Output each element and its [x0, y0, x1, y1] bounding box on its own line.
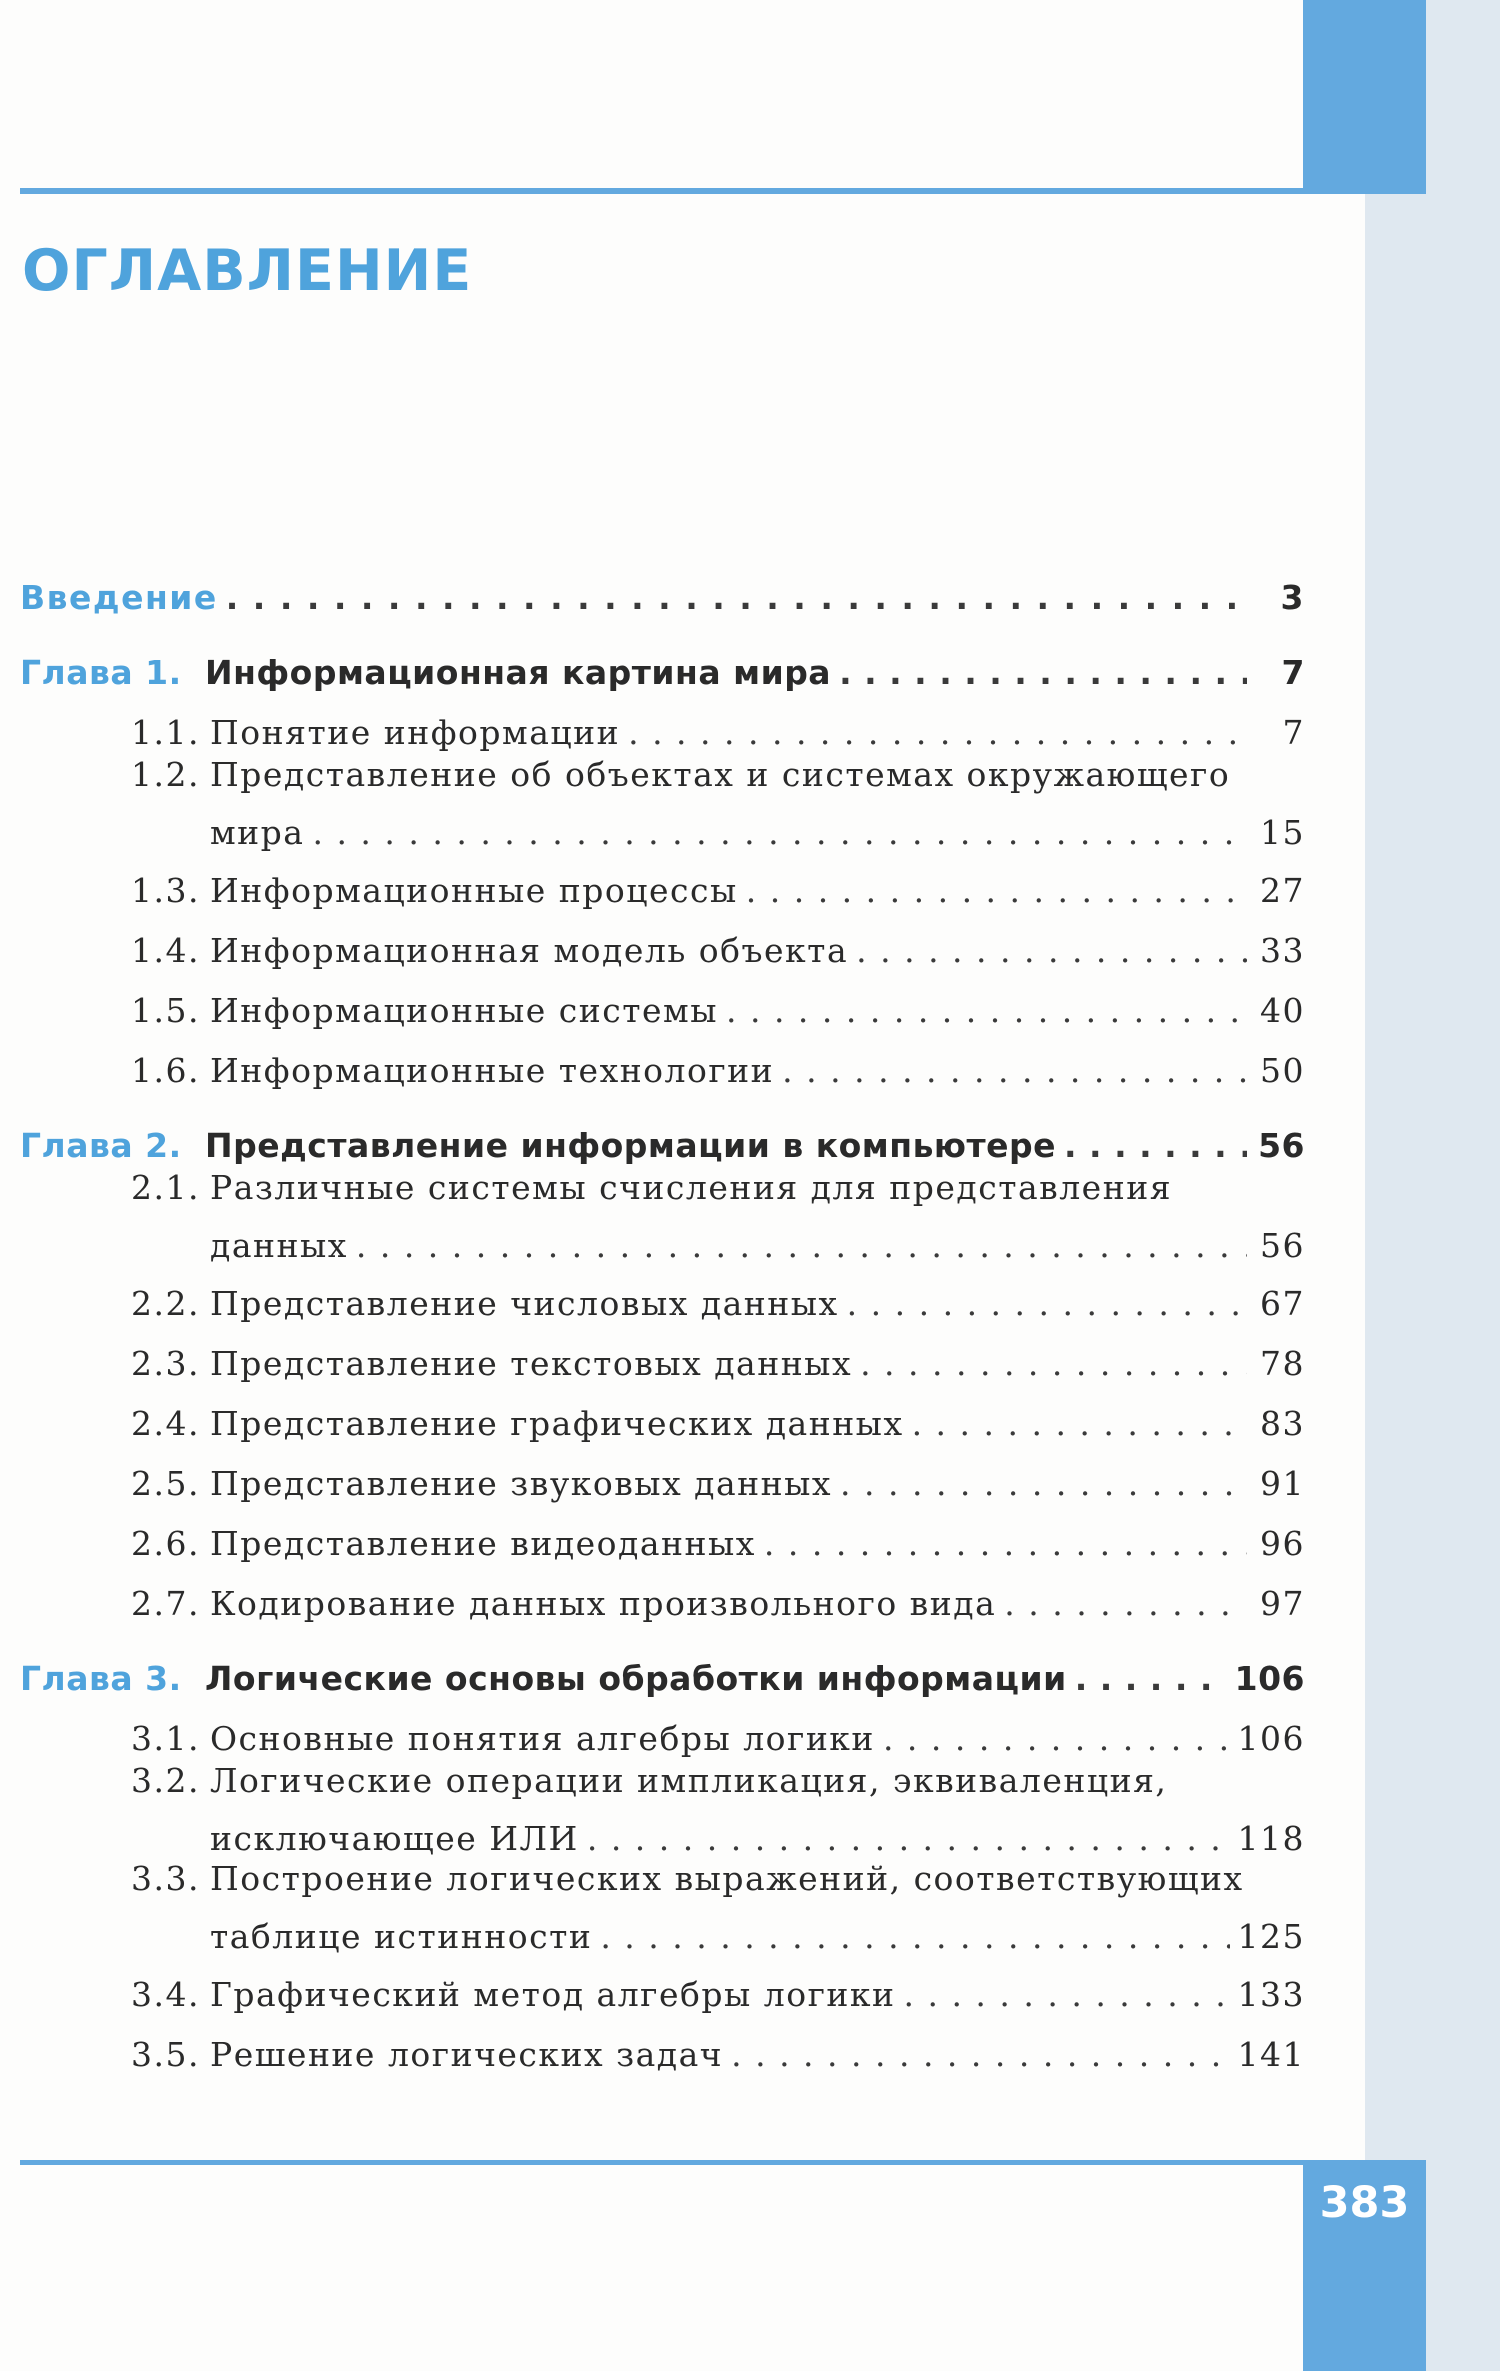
page-edge-strip	[1365, 0, 1500, 2371]
leader-dots	[628, 713, 1247, 753]
leader-dots	[782, 1051, 1247, 1091]
section-number: 1.4.	[131, 931, 200, 970]
leader-dots	[731, 2035, 1229, 2075]
section-title: исключающее ИЛИ	[210, 1819, 579, 1858]
toc-section-2-4[interactable]	[20, 1386, 1305, 1446]
top-rule	[20, 188, 1305, 194]
section-page: 133	[1237, 1975, 1305, 2014]
section-title: Решение логических задач	[210, 2035, 724, 2074]
section-number: 2.3.	[131, 1344, 200, 1383]
section-number: 2.7.	[131, 1584, 200, 1623]
toc-section-1-2[interactable]	[20, 755, 1305, 853]
leader-dots	[764, 1524, 1247, 1564]
toc-section-2-3[interactable]	[20, 1326, 1305, 1386]
leader-dots	[726, 991, 1247, 1031]
section-title: данных	[210, 1226, 348, 1265]
section-page: 67	[1260, 1284, 1305, 1323]
toc-chapter-1[interactable]	[20, 635, 1305, 695]
leader-dots	[1064, 1126, 1247, 1166]
section-title-line1: Представление об объектах и системах окружающего	[210, 755, 1231, 794]
section-page: 15	[1260, 813, 1305, 852]
section-number: 3.1.	[131, 1719, 200, 1758]
toc-section-2-6[interactable]	[20, 1506, 1305, 1566]
chapter-label: Глава 1.	[20, 653, 182, 692]
page-number: 383	[1319, 2178, 1410, 2228]
section-title: Представление видеоданных	[210, 1524, 756, 1563]
section-title-line1: Построение логических выражений, соответствующих	[210, 1859, 1244, 1898]
page-title: ОГЛАВЛЕНИЕ	[22, 238, 473, 304]
bottom-rule	[20, 2160, 1305, 2165]
chapter-label: Глава 3.	[20, 1659, 182, 1698]
section-page: 27	[1260, 871, 1305, 910]
chapter-title: Представление информации в компьютере	[205, 1126, 1057, 1165]
leader-dots	[903, 1975, 1229, 2015]
leader-dots	[356, 1226, 1247, 1266]
section-number: 2.5.	[131, 1464, 200, 1503]
section-page: 118	[1237, 1819, 1305, 1858]
chapter-label: Глава 2.	[20, 1126, 182, 1165]
section-number: 2.4.	[131, 1404, 200, 1443]
section-title-line1: Логические операции импликация, эквиваленция,	[210, 1761, 1168, 1800]
section-number: 1.6.	[131, 1051, 200, 1090]
section-title: Представление звуковых данных	[210, 1464, 833, 1503]
section-page: 91	[1260, 1464, 1305, 1503]
toc-chapter-2[interactable]	[20, 1108, 1305, 1168]
section-page: 33	[1260, 931, 1305, 970]
leader-dots	[840, 1464, 1247, 1504]
chapter-title: Логические основы обработки информации	[205, 1659, 1067, 1698]
toc-section-1-6[interactable]	[20, 1033, 1305, 1093]
leader-dots	[587, 1819, 1230, 1859]
leader-dots	[312, 813, 1247, 853]
leader-dots	[883, 1719, 1230, 1759]
section-title: Информационные процессы	[210, 871, 738, 910]
section-title: мира	[210, 813, 305, 852]
leader-dots	[226, 578, 1247, 618]
top-color-tab	[1303, 0, 1426, 194]
leader-dots	[856, 931, 1247, 971]
toc-chapter-3[interactable]	[20, 1641, 1305, 1701]
leader-dots	[1075, 1659, 1227, 1699]
section-title: Кодирование данных произвольного вида	[210, 1584, 997, 1623]
section-page: 40	[1260, 991, 1305, 1030]
leader-dots	[1004, 1584, 1247, 1624]
section-number: 1.2.	[131, 755, 200, 794]
leader-dots	[847, 1284, 1247, 1324]
toc-section-3-3[interactable]	[20, 1859, 1305, 1957]
section-title: Представление графических данных	[210, 1404, 904, 1443]
section-page: 106	[1237, 1719, 1305, 1758]
section-page: 78	[1260, 1344, 1305, 1383]
section-title: Графический метод алгебры логики	[210, 1975, 896, 2014]
section-number: 2.6.	[131, 1524, 200, 1563]
section-title: Информационные системы	[210, 991, 718, 1030]
leader-dots	[839, 653, 1247, 693]
section-page: 50	[1260, 1051, 1305, 1090]
section-number: 1.5.	[131, 991, 200, 1030]
section-number: 1.3.	[131, 871, 200, 910]
section-page: 141	[1237, 2035, 1305, 2074]
section-title: Информационная модель объекта	[210, 931, 849, 970]
chapter-page: 106	[1234, 1659, 1305, 1698]
section-number: 3.2.	[131, 1761, 200, 1800]
toc-section-2-2[interactable]	[20, 1266, 1305, 1326]
section-title: Понятие информации	[210, 713, 621, 752]
section-number: 3.5.	[131, 2035, 200, 2074]
section-page: 97	[1260, 1584, 1305, 1623]
section-title: Представление числовых данных	[210, 1284, 839, 1323]
section-title-line1: Различные системы счисления для представления	[210, 1168, 1173, 1207]
toc-section-3-5[interactable]	[20, 2017, 1305, 2077]
section-number: 2.1.	[131, 1168, 200, 1207]
chapter-page: 56	[1258, 1126, 1305, 1165]
toc-entry-intro[interactable]	[20, 560, 1305, 620]
leader-dots	[746, 871, 1247, 911]
section-number: 3.3.	[131, 1859, 200, 1898]
table-of-contents	[20, 560, 1305, 2077]
leader-dots	[912, 1404, 1247, 1444]
leader-dots	[600, 1917, 1229, 1957]
section-number: 1.1.	[131, 713, 200, 752]
toc-section-3-2[interactable]	[20, 1761, 1305, 1859]
leader-dots	[860, 1344, 1247, 1384]
intro-page: 3	[1280, 578, 1305, 617]
toc-section-3-1[interactable]	[20, 1701, 1305, 1761]
section-page: 7	[1282, 713, 1305, 752]
toc-section-2-1[interactable]	[20, 1168, 1305, 1266]
toc-section-3-4[interactable]	[20, 1957, 1305, 2017]
chapter-title: Информационная картина мира	[205, 653, 832, 692]
section-title: Основные понятия алгебры логики	[210, 1719, 875, 1758]
toc-section-1-4[interactable]	[20, 913, 1305, 973]
section-title: Представление текстовых данных	[210, 1344, 853, 1383]
toc-section-2-7[interactable]	[20, 1566, 1305, 1626]
chapter-page: 7	[1281, 653, 1305, 692]
section-title: таблице истинности	[210, 1917, 593, 1956]
toc-section-1-5[interactable]	[20, 973, 1305, 1033]
section-page: 96	[1260, 1524, 1305, 1563]
section-number: 2.2.	[131, 1284, 200, 1323]
toc-section-2-5[interactable]	[20, 1446, 1305, 1506]
intro-label: Введение	[20, 578, 218, 617]
toc-section-1-1[interactable]	[20, 695, 1305, 755]
section-number: 3.4.	[131, 1975, 200, 2014]
section-page: 83	[1260, 1404, 1305, 1443]
section-title: Информационные технологии	[210, 1051, 775, 1090]
section-page: 125	[1237, 1917, 1305, 1956]
toc-section-1-3[interactable]	[20, 853, 1305, 913]
section-page: 56	[1260, 1226, 1305, 1265]
